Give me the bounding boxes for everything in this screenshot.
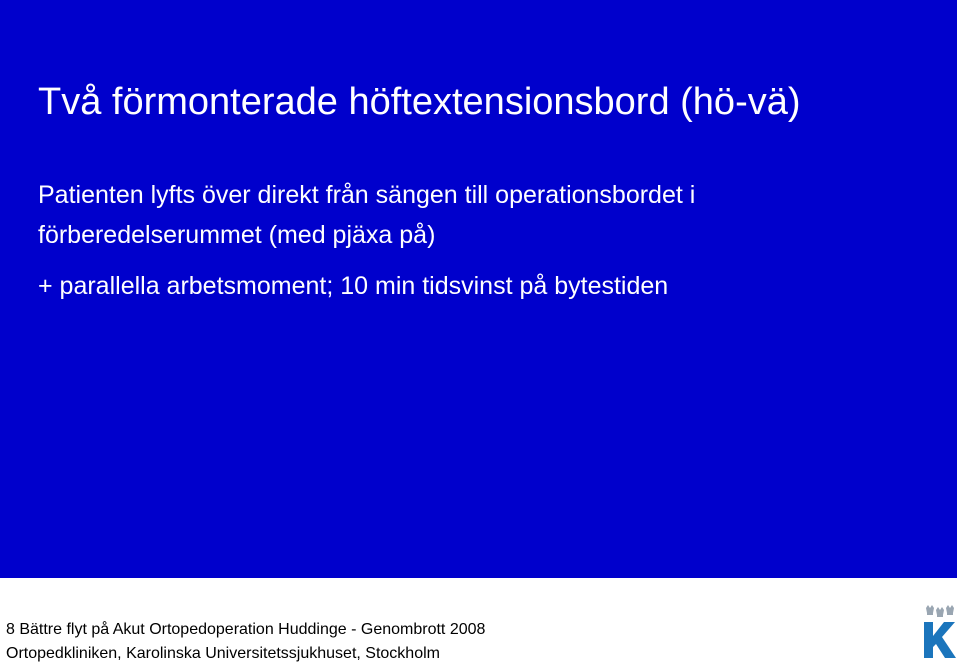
- footer-line-1: 8 Bättre flyt på Akut Ortopedoperation Huddinge - Genombrott 2008: [6, 621, 486, 638]
- karolinska-k-crown-icon: [920, 604, 958, 660]
- karolinska-logo: [920, 604, 958, 660]
- body-line-2: förberedelserummet (med pjäxa på): [38, 221, 436, 249]
- crown-icon: [926, 605, 934, 615]
- crown-icon: [946, 605, 954, 615]
- body-line-1: Patienten lyfts över direkt från sängen till operationsbordet i: [38, 181, 696, 209]
- crown-icon: [936, 607, 944, 617]
- slide-title: Två förmonterade höftextensionsbord (hö-vä): [38, 81, 801, 123]
- footer-line-2: Ortopedkliniken, Karolinska Universitetssjukhuset, Stockholm: [6, 645, 440, 662]
- k-letter-icon: [924, 622, 956, 658]
- body-line-3: + parallella arbetsmoment; 10 min tidsvinst på bytestiden: [38, 272, 669, 300]
